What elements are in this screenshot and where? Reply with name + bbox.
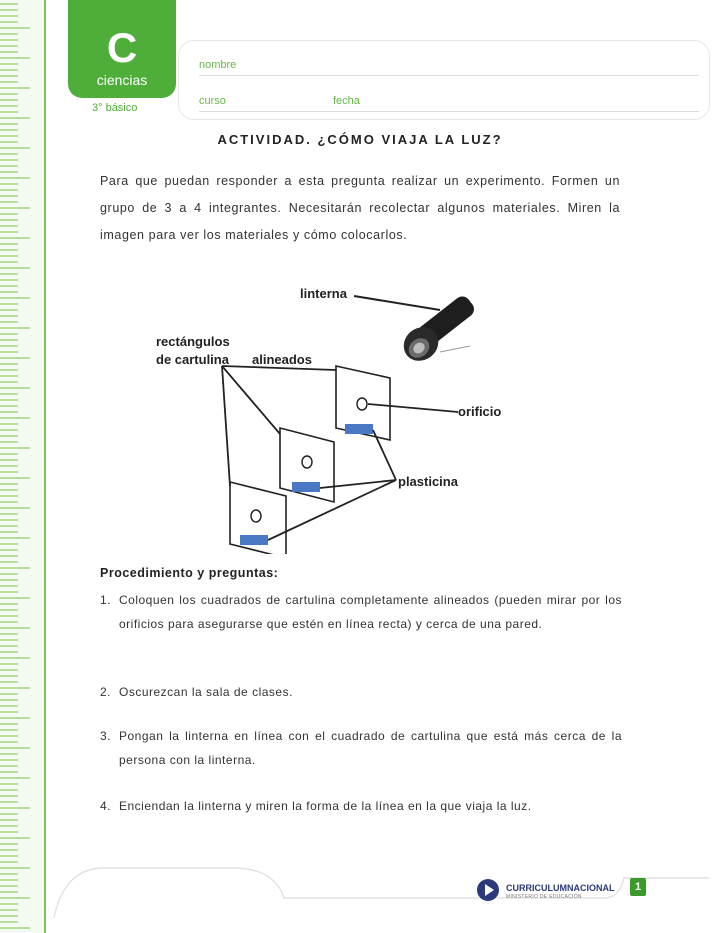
procedure-heading: Procedimiento y preguntas: bbox=[100, 566, 279, 580]
clay-back bbox=[345, 424, 373, 434]
label-alineados: alineados bbox=[252, 352, 312, 367]
step-text: Coloquen los cuadrados de cartulina completamente alineados (pueden mirar por los orificios para asegurarse que estén en línea recta) y cerca de una pared. bbox=[119, 593, 622, 631]
subject-badge bbox=[68, 0, 176, 98]
step-text: Pongan la linterna en línea con el cuadrado de cartulina que está más cerca de la persona con la linterna. bbox=[119, 729, 622, 767]
label-plasticina: plasticina bbox=[398, 474, 458, 489]
step-text: Oscurezcan la sala de clases. bbox=[119, 685, 293, 699]
label-orificio: orificio bbox=[458, 404, 502, 419]
intro-paragraph: Para que puedan responder a esta pregunta realizar un experimento. Formen un grupo de 3 a 4 integrantes. Necesitarán recolectar algunos materiales. Miren la imagen para ver los materiales y cómo colocarlos. bbox=[100, 174, 620, 242]
badge-letter: C bbox=[106, 24, 138, 71]
grade-label: 3° básico bbox=[92, 102, 138, 114]
student-info-box bbox=[178, 40, 710, 120]
course-label: curso bbox=[199, 95, 226, 107]
badge-subject: ciencias bbox=[96, 72, 148, 88]
hole-back bbox=[357, 398, 367, 410]
step-4 bbox=[100, 794, 622, 818]
step-text: Enciendan la linterna y miren la forma de la línea en la que viaja la luz. bbox=[119, 799, 532, 813]
card-front bbox=[230, 482, 286, 554]
brand-name: CURRICULUMNACIONAL bbox=[506, 883, 615, 893]
step-number: 3. bbox=[100, 729, 112, 743]
page-number: 1 bbox=[630, 878, 646, 896]
step-1 bbox=[100, 588, 622, 636]
course-date-field[interactable] bbox=[199, 111, 699, 112]
step-number: 2. bbox=[100, 685, 112, 699]
pointer-linterna bbox=[354, 296, 440, 310]
experiment-diagram bbox=[140, 278, 540, 554]
name-label: nombre bbox=[199, 59, 237, 71]
card-back bbox=[336, 366, 390, 440]
name-field[interactable] bbox=[199, 75, 699, 76]
clay-front bbox=[240, 535, 268, 545]
brand-subtitle: MINISTERIO DE EDUCACIÓN bbox=[506, 894, 582, 900]
label-rectangulos-1: rectángulos bbox=[156, 334, 230, 349]
step-2 bbox=[100, 680, 622, 704]
step-number: 1. bbox=[100, 593, 112, 607]
label-rectangulos-2: de cartulina bbox=[156, 352, 229, 367]
activity-title: ACTIVIDAD. ¿CÓMO VIAJA LA LUZ? bbox=[217, 132, 503, 147]
hole-middle bbox=[302, 456, 312, 468]
step-number: 4. bbox=[100, 799, 112, 813]
clay-middle bbox=[292, 482, 320, 492]
step-3 bbox=[100, 724, 622, 772]
date-label: fecha bbox=[333, 95, 360, 107]
hole-front bbox=[251, 510, 261, 522]
curriculum-logo-icon bbox=[476, 878, 500, 902]
card-middle bbox=[280, 428, 334, 502]
label-linterna: linterna bbox=[300, 286, 347, 301]
